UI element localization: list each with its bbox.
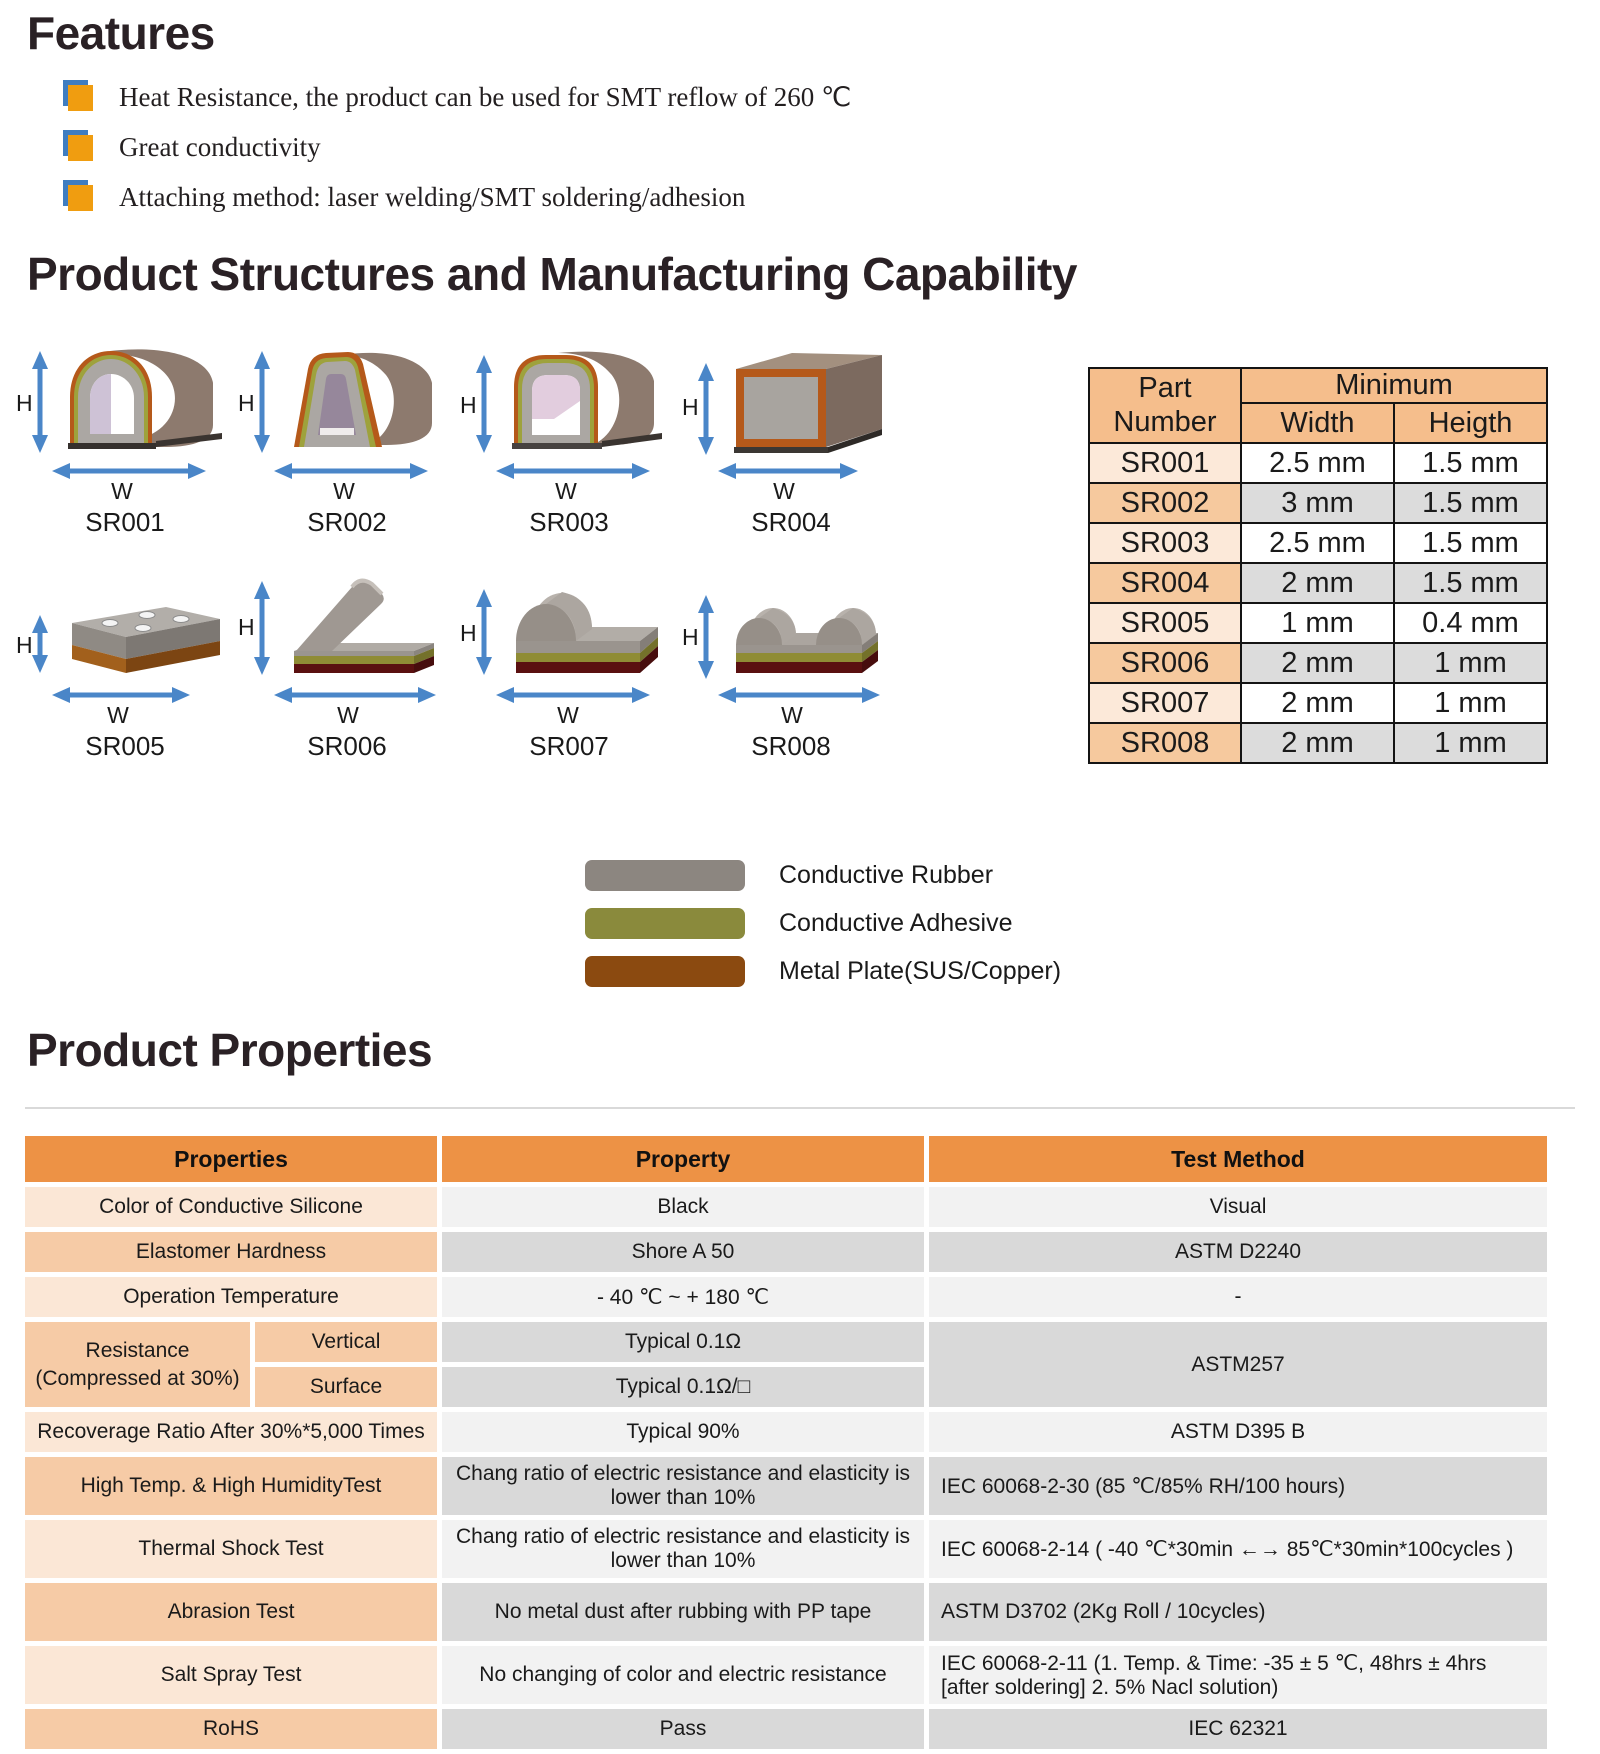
- part-cell: SR004: [1089, 563, 1241, 603]
- square-bullet-icon: [68, 85, 93, 111]
- height-cell: 1.5 mm: [1394, 523, 1547, 563]
- resistance-sub-name-cell: Surface: [255, 1367, 437, 1407]
- conductive-adhesive-swatch: [585, 908, 745, 939]
- dim-height-label: H: [460, 392, 477, 418]
- property-name-cell: Salt Spray Test: [25, 1646, 437, 1704]
- legend-label: Metal Plate(SUS/Copper): [779, 957, 1062, 985]
- properties-header-row: [25, 1136, 1547, 1182]
- height-arrow-icon: [254, 351, 270, 453]
- width-cell: 2 mm: [1241, 723, 1394, 763]
- legend-item: [585, 908, 1600, 939]
- structure-figures-row-2: [14, 559, 902, 762]
- dim-width-label: W: [773, 478, 795, 504]
- table-row: [1089, 523, 1547, 563]
- test-method-cell: IEC 62321: [929, 1709, 1547, 1749]
- property-name-cell: Abrasion Test: [25, 1583, 437, 1641]
- product-label: SR006: [307, 731, 387, 761]
- feature-item: [68, 182, 1600, 213]
- product-label: SR001: [85, 507, 165, 537]
- part-cell: SR007: [1089, 683, 1241, 723]
- product-structure-image-sr008: [680, 559, 902, 729]
- square-bullet-icon: [68, 135, 93, 161]
- legend-item: [585, 860, 1600, 891]
- structures-section: [0, 309, 1600, 814]
- product-figure-sr001: [14, 335, 236, 538]
- test-method-cell: ASTM D2240: [929, 1232, 1547, 1272]
- height-arrow-icon: [476, 589, 492, 675]
- table-row: [1089, 603, 1547, 643]
- table-row: [25, 1232, 1547, 1272]
- height-arrow-icon: [698, 595, 714, 679]
- table-row: [25, 1520, 1547, 1578]
- min-table-header-width: Width: [1241, 403, 1394, 443]
- part-cell: SR001: [1089, 443, 1241, 483]
- dim-height-label: H: [460, 620, 477, 646]
- width-arrow-icon: [718, 463, 858, 479]
- dim-width-label: W: [107, 702, 129, 728]
- properties-heading: Product Properties: [27, 1024, 433, 1076]
- dim-width-label: W: [337, 702, 359, 728]
- property-name-cell: Thermal Shock Test: [25, 1520, 437, 1578]
- height-arrow-icon: [698, 363, 714, 455]
- part-cell: SR005: [1089, 603, 1241, 643]
- property-value-cell: Typical 90%: [442, 1412, 924, 1452]
- feature-item: [68, 82, 1600, 113]
- property-value-cell: Typical 0.1Ω/□: [442, 1367, 924, 1407]
- property-value-cell: Chang ratio of electric resistance and elasticity is lower than 10%: [442, 1457, 924, 1515]
- product-figure-sr002: [236, 335, 458, 538]
- table-row: [25, 1412, 1547, 1452]
- table-row: [25, 1322, 1547, 1362]
- test-method-cell: ASTM D3702 (2Kg Roll / 10cycles): [929, 1583, 1547, 1641]
- resistance-sub-name-cell: Vertical: [255, 1322, 437, 1362]
- square-bullet-icon: [68, 185, 93, 211]
- height-cell: 0.4 mm: [1394, 603, 1547, 643]
- resistance-label-line2: (Compressed at 30%): [35, 1366, 240, 1390]
- min-table-header-part: Part Number: [1089, 368, 1241, 443]
- property-name-cell: Operation Temperature: [25, 1277, 437, 1317]
- product-figure-sr006: [236, 559, 458, 762]
- dim-width-label: W: [555, 478, 577, 504]
- property-name-cell: Color of Conductive Silicone: [25, 1187, 437, 1227]
- table-row: [25, 1277, 1547, 1317]
- width-cell: 2 mm: [1241, 643, 1394, 683]
- feature-text: Attaching method: laser welding/SMT soldering/adhesion: [119, 182, 746, 212]
- height-arrow-icon: [32, 351, 48, 453]
- table-row: [1089, 483, 1547, 523]
- metal-plate-swatch: [585, 956, 745, 987]
- height-arrow-icon: [32, 615, 48, 673]
- product-figure-sr003: [458, 335, 680, 538]
- width-arrow-icon: [496, 687, 650, 703]
- product-figure-sr008: [680, 559, 902, 762]
- width-arrow-icon: [274, 463, 428, 479]
- structure-figures-row-1: [14, 335, 902, 538]
- product-structure-image-sr006: [236, 559, 458, 729]
- legend-item: [585, 956, 1600, 987]
- test-method-cell: ASTM D395 B: [929, 1412, 1547, 1452]
- table-row: [1089, 683, 1547, 723]
- property-value-cell: Pass: [442, 1709, 924, 1749]
- test-method-cell: IEC 60068-2-14 ( -40 ℃*30min ←→ 85℃*30min*100cycles ): [929, 1520, 1547, 1578]
- material-legend: [585, 860, 1600, 987]
- height-cell: 1.5 mm: [1394, 563, 1547, 603]
- min-table-header-height: Heigth: [1394, 403, 1547, 443]
- dim-height-label: H: [682, 394, 699, 420]
- table-row: [1089, 643, 1547, 683]
- height-cell: 1 mm: [1394, 643, 1547, 683]
- structures-heading: Product Structures and Manufacturing Capability: [27, 248, 1077, 300]
- height-arrow-icon: [476, 355, 492, 453]
- resistance-label-line1: Resistance: [85, 1339, 190, 1363]
- dim-height-label: H: [682, 624, 699, 650]
- property-name-cell: High Temp. & High HumidityTest: [25, 1457, 437, 1515]
- dim-width-label: W: [333, 478, 355, 504]
- product-structure-image-sr005: [14, 559, 236, 729]
- test-method-cell: -: [929, 1277, 1547, 1317]
- width-cell: 3 mm: [1241, 483, 1394, 523]
- width-arrow-icon: [52, 463, 206, 479]
- product-figure-sr005: [14, 559, 236, 762]
- feature-item: [68, 132, 1600, 163]
- properties-header-properties: Properties: [25, 1136, 437, 1182]
- table-row: [25, 1187, 1547, 1227]
- product-structure-image-sr007: [458, 559, 680, 729]
- product-figure-sr004: [680, 335, 902, 538]
- min-size-table: [1088, 367, 1548, 764]
- part-cell: SR002: [1089, 483, 1241, 523]
- part-cell: SR008: [1089, 723, 1241, 763]
- feature-text: Great conductivity: [119, 132, 321, 162]
- table-row: [25, 1646, 1547, 1704]
- conductive-rubber-swatch: [585, 860, 745, 891]
- table-row: [1089, 723, 1547, 763]
- product-label: SR002: [307, 507, 387, 537]
- width-cell: 1 mm: [1241, 603, 1394, 643]
- legend-label: Conductive Rubber: [779, 861, 994, 889]
- width-cell: 2.5 mm: [1241, 523, 1394, 563]
- test-method-cell: ASTM257: [929, 1322, 1547, 1407]
- height-cell: 1 mm: [1394, 683, 1547, 723]
- product-figure-sr007: [458, 559, 680, 762]
- width-arrow-icon: [496, 463, 650, 479]
- product-label: SR007: [529, 731, 609, 761]
- table-row: [25, 1583, 1547, 1641]
- property-value-cell: Black: [442, 1187, 924, 1227]
- width-cell: 2 mm: [1241, 563, 1394, 603]
- width-arrow-icon: [52, 687, 190, 703]
- property-name-cell: RoHS: [25, 1709, 437, 1749]
- properties-header-property: Property: [442, 1136, 924, 1182]
- product-label: SR003: [529, 507, 609, 537]
- section-divider: [25, 1107, 1575, 1109]
- property-value-cell: - 40 ℃ ~ + 180 ℃: [442, 1277, 924, 1317]
- height-cell: 1 mm: [1394, 723, 1547, 763]
- product-structure-image-sr001: [14, 335, 236, 505]
- table-row: [25, 1457, 1547, 1515]
- dim-width-label: W: [781, 702, 803, 728]
- dim-height-label: H: [16, 390, 33, 416]
- dim-height-label: H: [238, 614, 255, 640]
- part-cell: SR006: [1089, 643, 1241, 683]
- width-cell: 2.5 mm: [1241, 443, 1394, 483]
- width-arrow-icon: [274, 687, 436, 703]
- table-row: [1089, 563, 1547, 603]
- test-method-cell: IEC 60068-2-30 (85 ℃/85% RH/100 hours): [929, 1457, 1547, 1515]
- dim-width-label: W: [557, 702, 579, 728]
- test-method-cell: IEC 60068-2-11 (1. Temp. & Time: -35 ± 5 ℃, 48hrs ± 4hrs [after soldering] 2. 5% Nacl solution): [929, 1646, 1547, 1704]
- height-arrow-icon: [254, 581, 270, 675]
- properties-table: [20, 1131, 1552, 1754]
- feature-text: Heat Resistance, the product can be used for SMT reflow of 260 ℃: [119, 82, 852, 112]
- product-structure-image-sr002: [236, 335, 458, 505]
- property-value-cell: No changing of color and electric resistance: [442, 1646, 924, 1704]
- product-structure-image-sr003: [458, 335, 680, 505]
- table-row: [25, 1709, 1547, 1749]
- dim-height-label: H: [16, 632, 33, 658]
- width-arrow-icon: [718, 687, 880, 703]
- property-value-cell: Typical 0.1Ω: [442, 1322, 924, 1362]
- product-label: SR008: [751, 731, 831, 761]
- table-row: [1089, 443, 1547, 483]
- min-table-header-minimum: Minimum: [1241, 368, 1547, 403]
- property-name-cell: Recoverage Ratio After 30%*5,000 Times: [25, 1412, 437, 1452]
- property-value-cell: Shore A 50: [442, 1232, 924, 1272]
- properties-header-test-method: Test Method: [929, 1136, 1547, 1182]
- property-value-cell: No metal dust after rubbing with PP tape: [442, 1583, 924, 1641]
- width-cell: 2 mm: [1241, 683, 1394, 723]
- test-method-cell: Visual: [929, 1187, 1547, 1227]
- property-value-cell: Chang ratio of electric resistance and elasticity is lower than 10%: [442, 1520, 924, 1578]
- dim-height-label: H: [238, 390, 255, 416]
- product-label: SR005: [85, 731, 165, 761]
- legend-label: Conductive Adhesive: [779, 909, 1013, 937]
- part-cell: SR003: [1089, 523, 1241, 563]
- product-label: SR004: [751, 507, 831, 537]
- resistance-group-cell: [25, 1322, 250, 1407]
- features-list: [0, 82, 1600, 213]
- height-cell: 1.5 mm: [1394, 443, 1547, 483]
- features-heading: Features: [27, 7, 215, 59]
- dim-width-label: W: [111, 478, 133, 504]
- property-name-cell: Elastomer Hardness: [25, 1232, 437, 1272]
- product-structure-image-sr004: [680, 335, 902, 505]
- height-cell: 1.5 mm: [1394, 483, 1547, 523]
